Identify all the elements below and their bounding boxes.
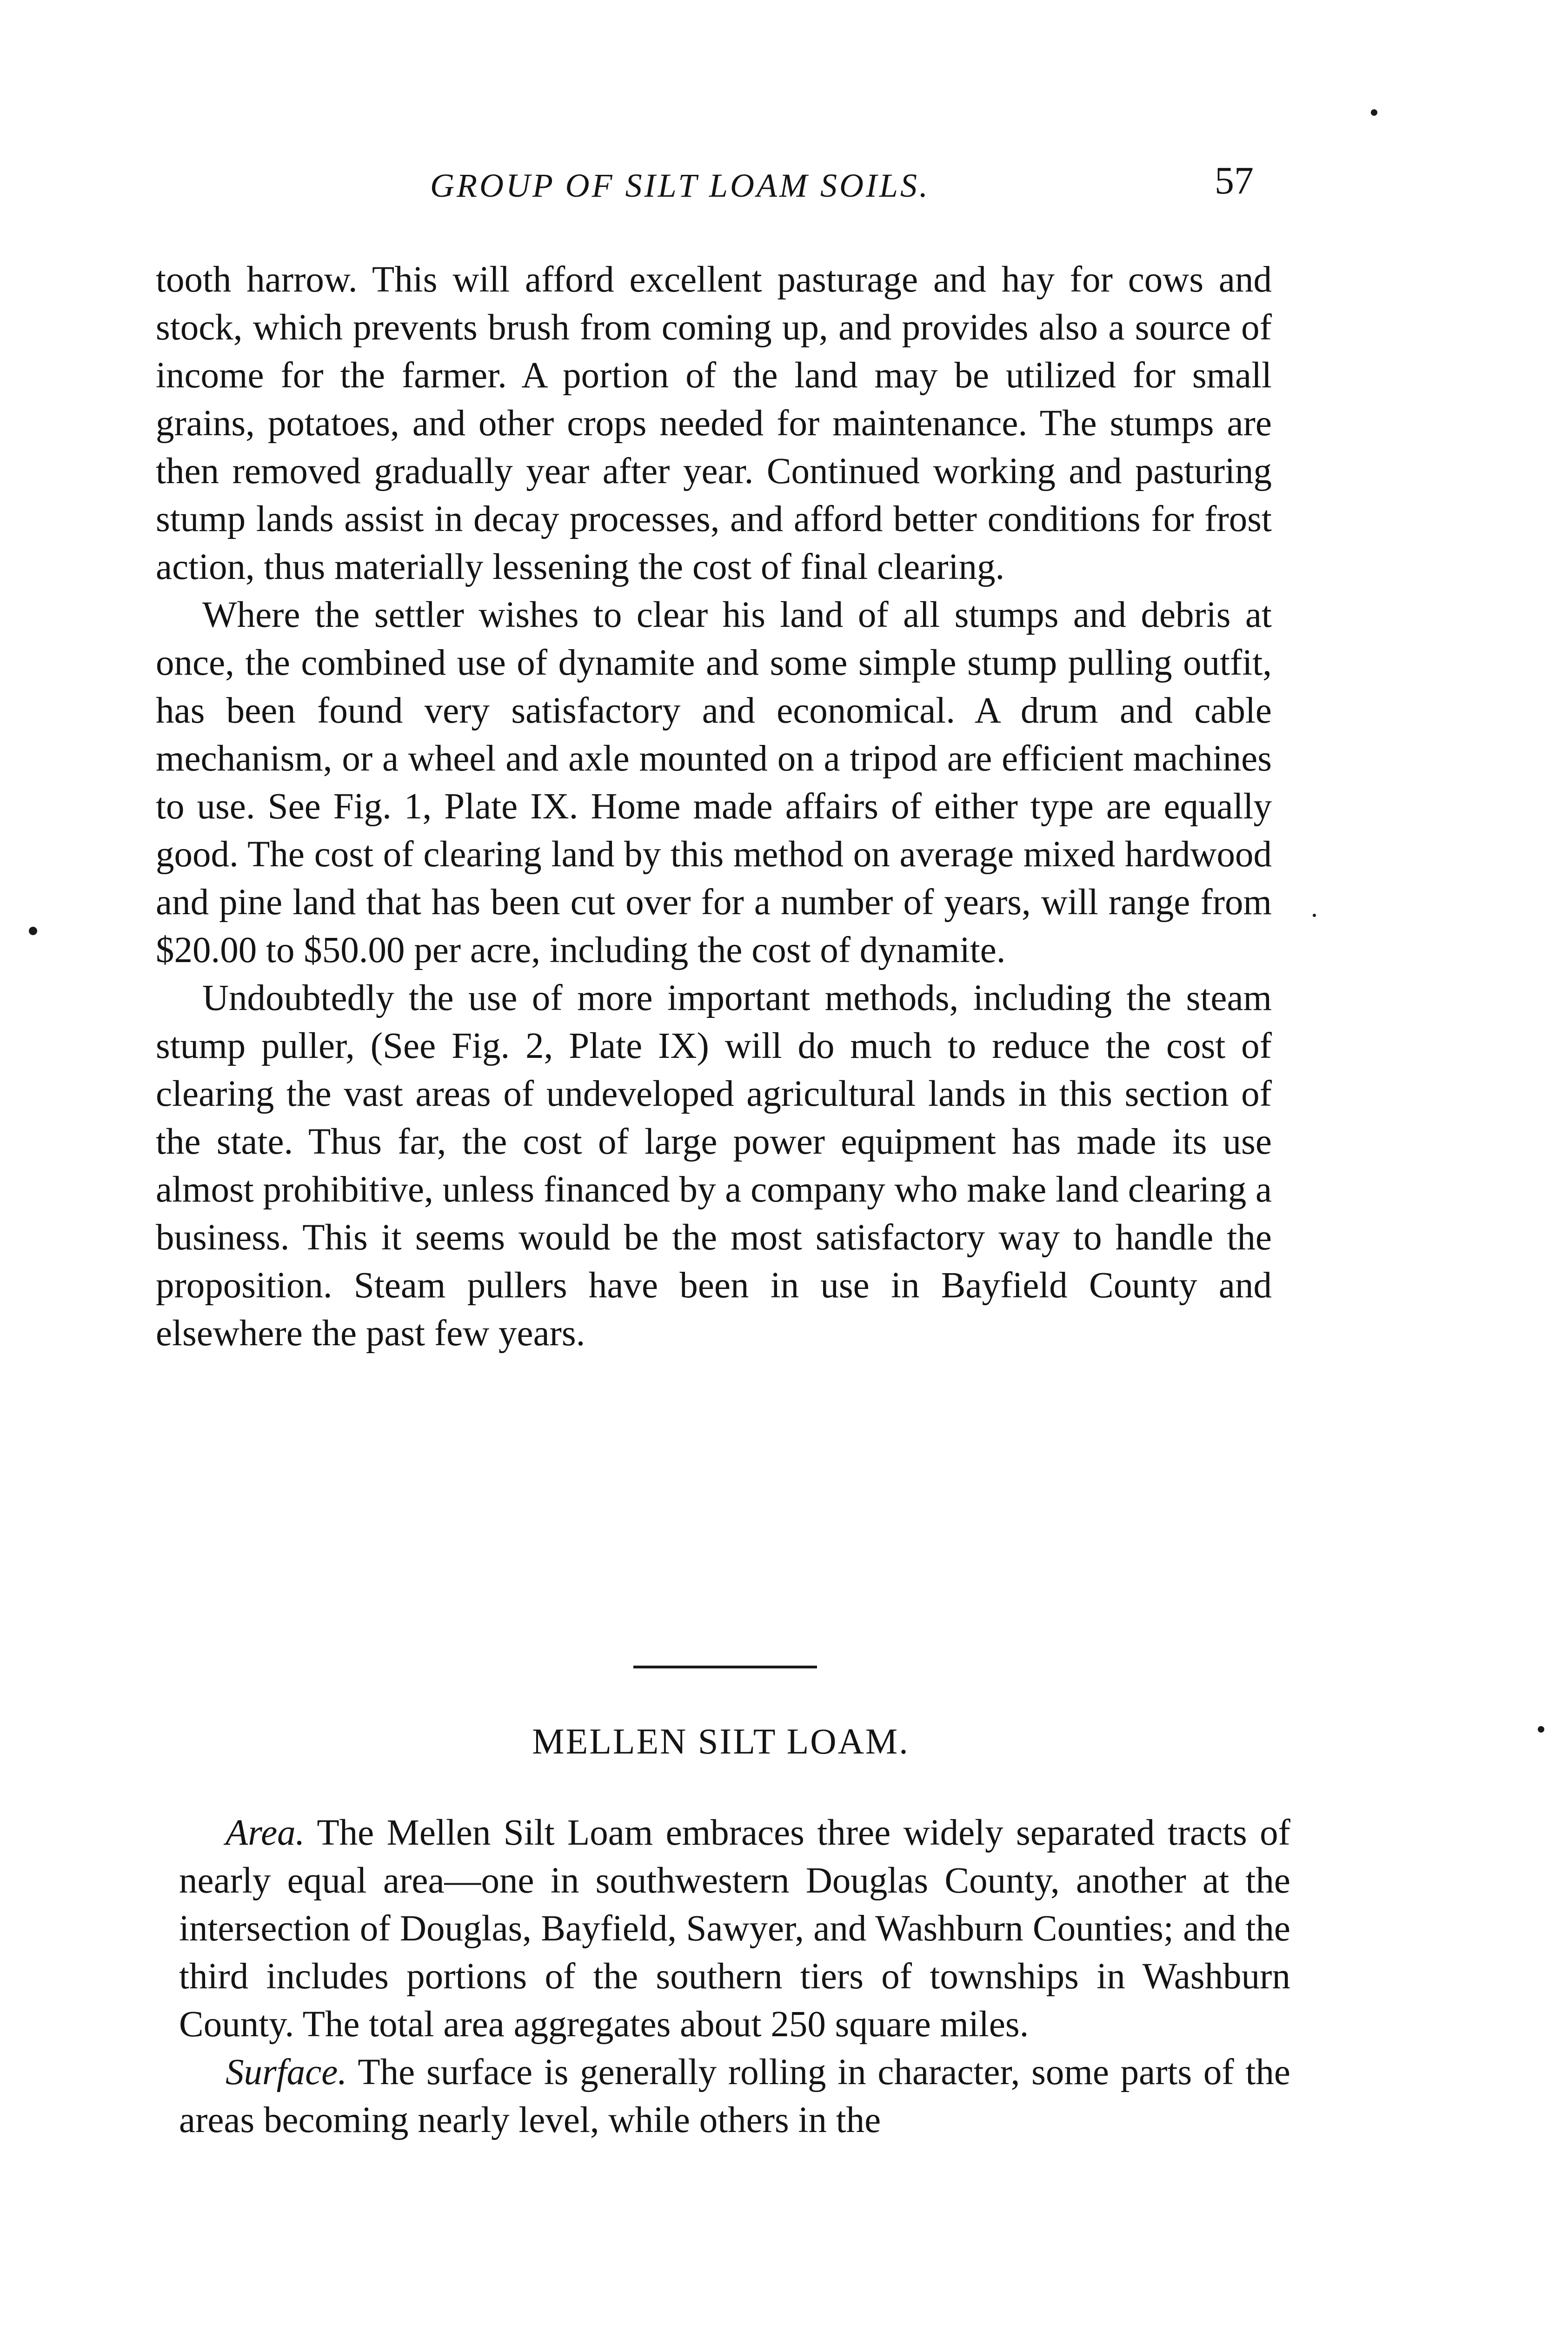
paragraph-steam-puller: Undoubtedly the use of more important methods, including the steam stump puller, (See Fig. 2, Plate IX) will do much to reduce the cost of clearing the vast areas of undeveloped agricultural lands in this section of the state. Thus far, the cost of large power equipment has made its use almost prohibitive, unless financed by a company who make land clearing a business. This it seems would be the most satisfactory way to handle the proposition. Steam pullers have been in use in Bayfield County and elsewhere the past few years. xyxy=(156,978,1272,1354)
area-lead: Area. xyxy=(226,1813,305,1853)
running-head: GROUP OF SILT LOAM SOILS. xyxy=(430,167,930,204)
paragraph-surface xyxy=(179,2048,1290,2144)
area-text: The Mellen Silt Loam embraces three widely separated tracts of nearly equal area—one in southwestern Douglas County, another at the intersection of Douglas, Bayfield, Sawyer, and Washburn Counties; and the third includes portions of the southern tiers of townships in Washburn County. The total area aggregates about 250 square miles. xyxy=(179,1813,1290,2045)
section-heading: MELLEN SILT LOAM. xyxy=(532,1721,910,1761)
scan-speck xyxy=(29,927,37,935)
surface-text: The surface is generally rolling in character, some parts of the areas becoming nearly level, while others in the xyxy=(179,2052,1290,2140)
section-body xyxy=(179,1809,1290,2144)
paragraph-area xyxy=(179,1809,1290,2048)
surface-lead: Surface. xyxy=(226,2052,347,2092)
scan-speck xyxy=(1313,914,1316,917)
page-number: 57 xyxy=(1215,159,1254,202)
section-divider-rule xyxy=(633,1666,817,1668)
scan-speck xyxy=(1371,109,1377,116)
paragraph-pasturage: tooth harrow. This will afford excellent pasturage and hay for cows and stock, which prevents brush from coming up, and provides also a source of income for the farmer. A portion of the land may be utilized for small grains, potatoes, and other crops needed for maintenance. The stumps are then removed gradually year after year. Continued working and pasturing stump lands assist in decay processes, and afford better conditions for frost action, thus materially lessening the cost of final clearing. xyxy=(156,259,1272,587)
body-text xyxy=(156,256,1272,1357)
paragraph-dynamite: Where the settler wishes to clear his land of all stumps and debris at once, the combined use of dynamite and some simple stump pulling outfit, has been found very satisfactory and economical. A drum and cable mechanism, or a wheel and axle mounted on a tripod are efficient machines to use. See Fig. 1, Plate IX. Home made affairs of either type are equally good. The cost of clearing land by this method on average mixed hardwood and pine land that has been cut over for a number of years, will range from $20.00 to $50.00 per acre, including the cost of dynamite. xyxy=(156,595,1272,970)
scan-speck xyxy=(1538,1726,1544,1733)
